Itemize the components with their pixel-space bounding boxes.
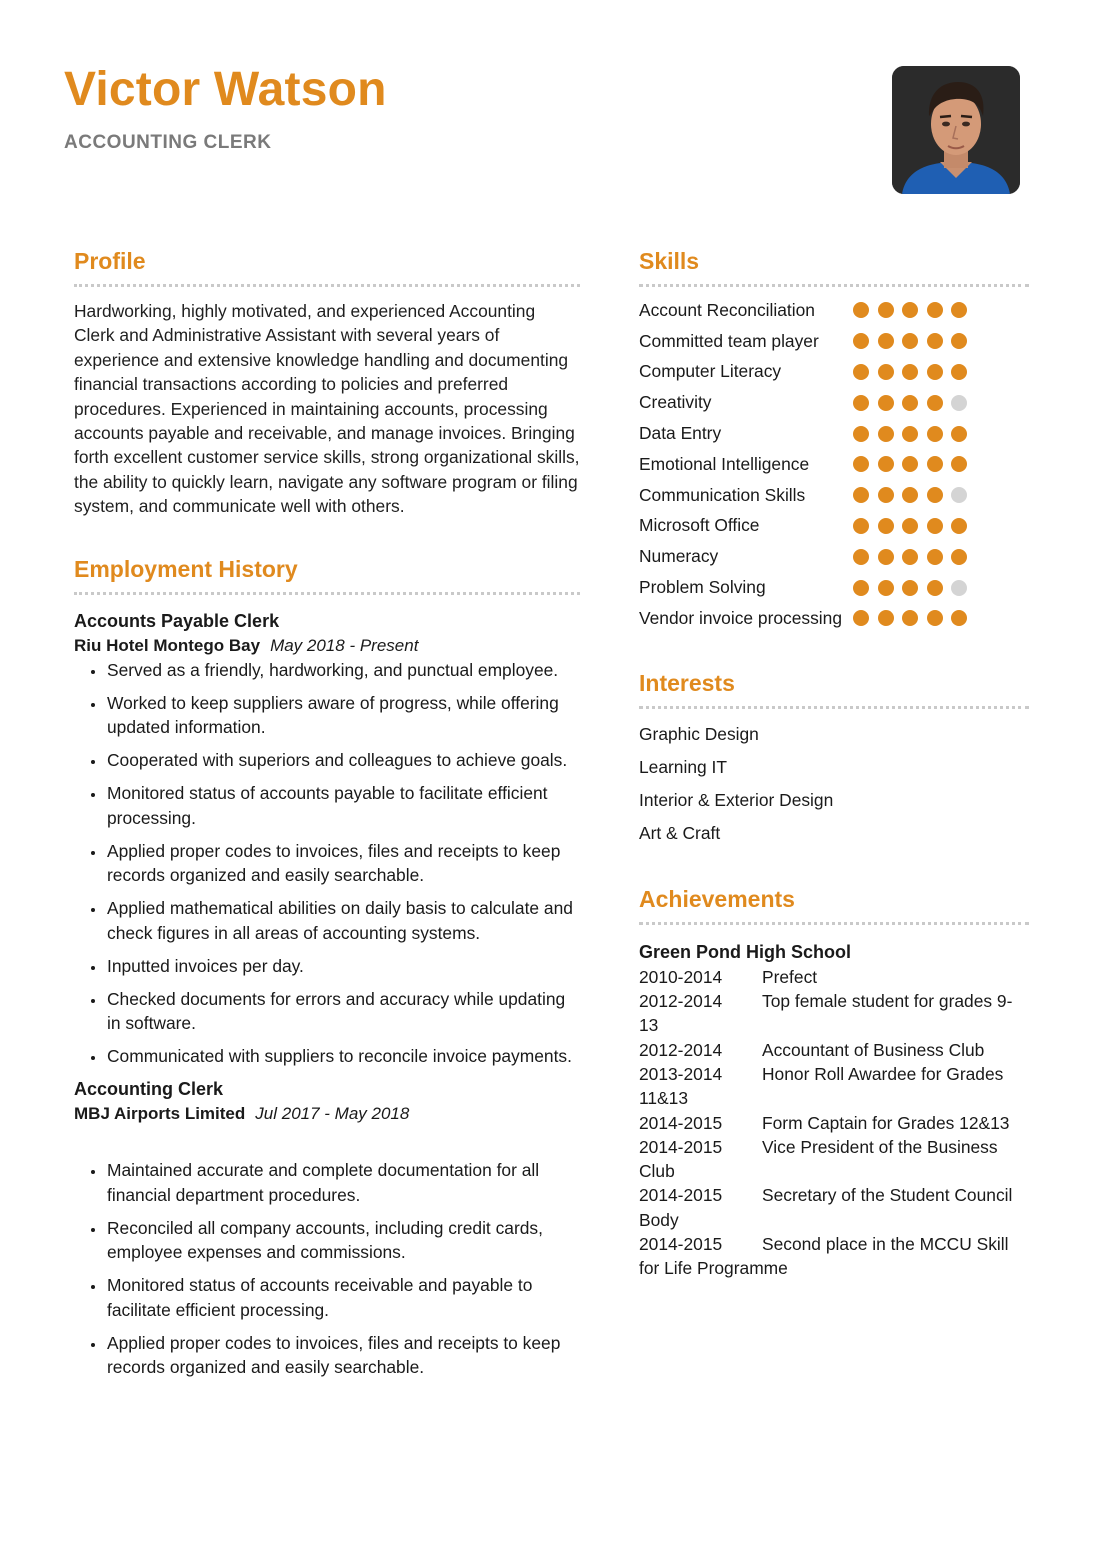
- profile-section: [74, 246, 580, 519]
- achievements-list: [639, 965, 1029, 1281]
- achievement-years: 2014-2015: [639, 1112, 723, 1133]
- rating-dot-filled: [951, 364, 967, 380]
- rating-dot-filled: [878, 395, 894, 411]
- skill-rating: [853, 333, 976, 349]
- skill-rating: [853, 395, 976, 411]
- job-duty: • Cooperated with superiors and colleagues to achieve goals.: [106, 748, 580, 773]
- rating-dot-filled: [878, 580, 894, 596]
- achievement-text: Accountant of Business Club: [762, 1039, 985, 1060]
- rating-dot-filled: [927, 395, 943, 411]
- achievement-item: [639, 1062, 1029, 1111]
- rating-dot-filled: [927, 487, 943, 503]
- skill-name: Creativity: [639, 392, 712, 413]
- job-company: MBJ Airports Limited: [74, 1104, 246, 1124]
- candidate-title: ACCOUNTING CLERK: [64, 132, 272, 153]
- achievements-heading: Achievements: [639, 884, 1029, 925]
- job-dates: May 2018 - Present: [270, 635, 419, 655]
- rating-dot-filled: [853, 395, 869, 411]
- job-duty: • Applied mathematical abilities on daily basis to calculate and check figures in all areas of accounting systems.: [106, 896, 580, 945]
- achievement-item: [639, 1135, 1029, 1184]
- rating-dot-filled: [902, 518, 918, 534]
- rating-dot-filled: [878, 610, 894, 626]
- rating-dot-filled: [878, 426, 894, 442]
- rating-dot-filled: [853, 487, 869, 503]
- achievement-years: 2012-2014: [639, 991, 723, 1012]
- rating-dot-filled: [927, 364, 943, 380]
- rating-dot-filled: [902, 333, 918, 349]
- rating-dot-filled: [853, 580, 869, 596]
- rating-dot-filled: [853, 302, 869, 318]
- skill-rating: [853, 426, 976, 442]
- profile-photo: [892, 66, 1020, 194]
- achievement-item: [639, 1038, 1029, 1062]
- skill-name: Committed team player: [639, 330, 819, 351]
- job-meta: [74, 634, 580, 658]
- job-duty: • Monitored status of accounts receivable and payable to facilitate efficient processing.: [106, 1273, 580, 1322]
- achievement-text: Secretary of the Student Council Body: [639, 1185, 1013, 1230]
- rating-dot-filled: [878, 364, 894, 380]
- skill-name: Data Entry: [639, 423, 722, 444]
- achievement-years: 2010-2014: [639, 966, 723, 987]
- achievement-item: [639, 965, 1029, 989]
- interest-item: Graphic Design: [639, 723, 759, 744]
- employment-section: [74, 554, 580, 1380]
- skill-name: Microsoft Office: [639, 515, 760, 536]
- rating-dot-empty: [951, 487, 967, 503]
- skill-rating: [853, 456, 976, 472]
- job-duty: • Worked to keep suppliers aware of progress, while offering updated information.: [106, 691, 580, 740]
- job-title: Accounts Payable Clerk: [74, 610, 280, 631]
- rating-dot-empty: [951, 580, 967, 596]
- achievement-text: Vice President of the Business Club: [639, 1136, 998, 1182]
- achievement-text: Honor Roll Awardee for Grades 11&13: [639, 1063, 1004, 1109]
- rating-dot-filled: [927, 518, 943, 534]
- rating-dot-filled: [902, 364, 918, 380]
- job-duty: • Monitored status of accounts payable to facilitate efficient processing.: [106, 781, 580, 830]
- interests-list: [639, 718, 1029, 850]
- job-entry: [74, 609, 580, 1069]
- skill-rating: [853, 518, 976, 534]
- achievements-school: Green Pond High School: [639, 941, 852, 962]
- right-column: [639, 246, 1029, 1281]
- achievement-item: [639, 1232, 1029, 1281]
- rating-dot-filled: [853, 456, 869, 472]
- skill-rating: [853, 302, 976, 318]
- skill-name: Problem Solving: [639, 577, 766, 598]
- skill-rating: [853, 580, 976, 596]
- rating-dot-filled: [878, 456, 894, 472]
- rating-dot-filled: [951, 302, 967, 318]
- skill-row: [639, 357, 1029, 388]
- skill-name: Communication Skills: [639, 484, 806, 505]
- achievement-text: Top female student for grades 9-13: [639, 991, 1013, 1036]
- portrait-image: [892, 66, 1020, 194]
- job-entry: [74, 1077, 580, 1380]
- profile-heading: Profile: [74, 246, 580, 287]
- skill-name: Vendor invoice processing: [639, 607, 843, 628]
- achievement-years: 2014-2015: [639, 1185, 723, 1206]
- rating-dot-filled: [878, 333, 894, 349]
- rating-dot-filled: [951, 610, 967, 626]
- achievement-years: 2013-2014: [639, 1063, 723, 1084]
- rating-dot-filled: [878, 518, 894, 534]
- skill-row: [639, 511, 1029, 542]
- skill-name: Account Reconciliation: [639, 299, 815, 320]
- job-duty: • Served as a friendly, hardworking, and punctual employee.: [106, 658, 580, 683]
- rating-dot-filled: [902, 456, 918, 472]
- rating-dot-filled: [951, 426, 967, 442]
- rating-dot-filled: [853, 364, 869, 380]
- achievement-years: 2014-2015: [639, 1234, 723, 1255]
- skill-rating: [853, 487, 976, 503]
- skills-list: [639, 295, 1029, 634]
- skill-row: [639, 418, 1029, 449]
- interests-heading: Interests: [639, 668, 1029, 709]
- rating-dot-filled: [951, 549, 967, 565]
- rating-dot-filled: [902, 487, 918, 503]
- achievement-item: [639, 1183, 1029, 1232]
- skill-rating: [853, 364, 976, 380]
- rating-dot-filled: [927, 580, 943, 596]
- rating-dot-filled: [853, 610, 869, 626]
- skills-heading: Skills: [639, 246, 1029, 287]
- rating-dot-filled: [902, 610, 918, 626]
- job-meta: [74, 1102, 580, 1126]
- achievement-years: 2014-2015: [639, 1136, 723, 1157]
- rating-dot-filled: [853, 426, 869, 442]
- employment-heading: Employment History: [74, 554, 580, 595]
- job-duty: • Checked documents for errors and accuracy while updating in software.: [106, 987, 580, 1036]
- skill-rating: [853, 549, 976, 565]
- rating-dot-filled: [927, 610, 943, 626]
- job-company: Riu Hotel Montego Bay: [74, 635, 261, 655]
- rating-dot-empty: [951, 395, 967, 411]
- rating-dot-filled: [951, 333, 967, 349]
- rating-dot-filled: [853, 333, 869, 349]
- rating-dot-filled: [902, 580, 918, 596]
- rating-dot-filled: [853, 518, 869, 534]
- achievement-text: Form Captain for Grades 12&13: [762, 1112, 1010, 1133]
- interest-item: Interior & Exterior Design: [639, 789, 834, 810]
- skill-name: Numeracy: [639, 546, 719, 567]
- rating-dot-filled: [902, 549, 918, 565]
- job-duties: [74, 658, 580, 1069]
- job-title: Accounting Clerk: [74, 1079, 224, 1100]
- rating-dot-filled: [951, 456, 967, 472]
- skill-row: [639, 541, 1029, 572]
- rating-dot-filled: [902, 302, 918, 318]
- skills-section: [639, 246, 1029, 634]
- skill-name: Emotional Intelligence: [639, 453, 810, 474]
- achievements-section: [639, 884, 1029, 1281]
- job-duties: [74, 1158, 580, 1380]
- profile-summary: Hardworking, highly motivated, and experienced Accounting Clerk and Administrative Assistant with several years of experience and extensive knowledge handling and documenting financial transactions according to policies and preferred procedures. Experienced in maintaining accounts, processing accounts payable and receivable, and manage invoices. Bringing forth excellent customer service skills, strong organizational skills, the ability to quickly learn, navigate any software program or filing system, and communicate well with others.: [74, 301, 580, 517]
- interest-item: Learning IT: [639, 756, 727, 777]
- job-dates: Jul 2017 - May 2018: [255, 1104, 410, 1124]
- skill-row: [639, 295, 1029, 326]
- left-column: [74, 246, 580, 1388]
- rating-dot-filled: [927, 456, 943, 472]
- rating-dot-filled: [927, 426, 943, 442]
- skill-name: Computer Literacy: [639, 361, 782, 382]
- candidate-name: Victor Watson: [64, 63, 387, 116]
- rating-dot-filled: [878, 549, 894, 565]
- achievement-item: [639, 989, 1029, 1038]
- rating-dot-filled: [951, 518, 967, 534]
- skill-row: [639, 387, 1029, 418]
- rating-dot-filled: [927, 333, 943, 349]
- skill-row: [639, 603, 1029, 634]
- achievement-item: [639, 1111, 1029, 1135]
- rating-dot-filled: [878, 487, 894, 503]
- job-duty: • Applied proper codes to invoices, files and receipts to keep records organized and easily searchable.: [106, 1331, 580, 1380]
- rating-dot-filled: [927, 549, 943, 565]
- skill-row: [639, 480, 1029, 511]
- rating-dot-filled: [902, 426, 918, 442]
- job-duty: • Maintained accurate and complete documentation for all financial department procedures.: [106, 1158, 580, 1207]
- skill-rating: [853, 610, 976, 626]
- job-duty: • Communicated with suppliers to reconcile invoice payments.: [106, 1044, 580, 1069]
- rating-dot-filled: [853, 549, 869, 565]
- job-duty: • Reconciled all company accounts, including credit cards, employee expenses and commissions.: [106, 1216, 580, 1265]
- achievement-text: Prefect: [762, 966, 818, 987]
- skill-row: [639, 326, 1029, 357]
- achievement-years: 2012-2014: [639, 1039, 723, 1060]
- rating-dot-filled: [878, 302, 894, 318]
- job-duty: • Inputted invoices per day.: [106, 954, 580, 979]
- rating-dot-filled: [902, 395, 918, 411]
- rating-dot-filled: [927, 302, 943, 318]
- skill-row: [639, 449, 1029, 480]
- job-duty: • Applied proper codes to invoices, files and receipts to keep records organized and easily searchable.: [106, 839, 580, 888]
- achievement-text: Second place in the MCCU Skill for Life Programme: [639, 1234, 1009, 1279]
- interest-item: Art & Craft: [639, 822, 721, 843]
- skill-row: [639, 572, 1029, 603]
- interests-section: [639, 668, 1029, 850]
